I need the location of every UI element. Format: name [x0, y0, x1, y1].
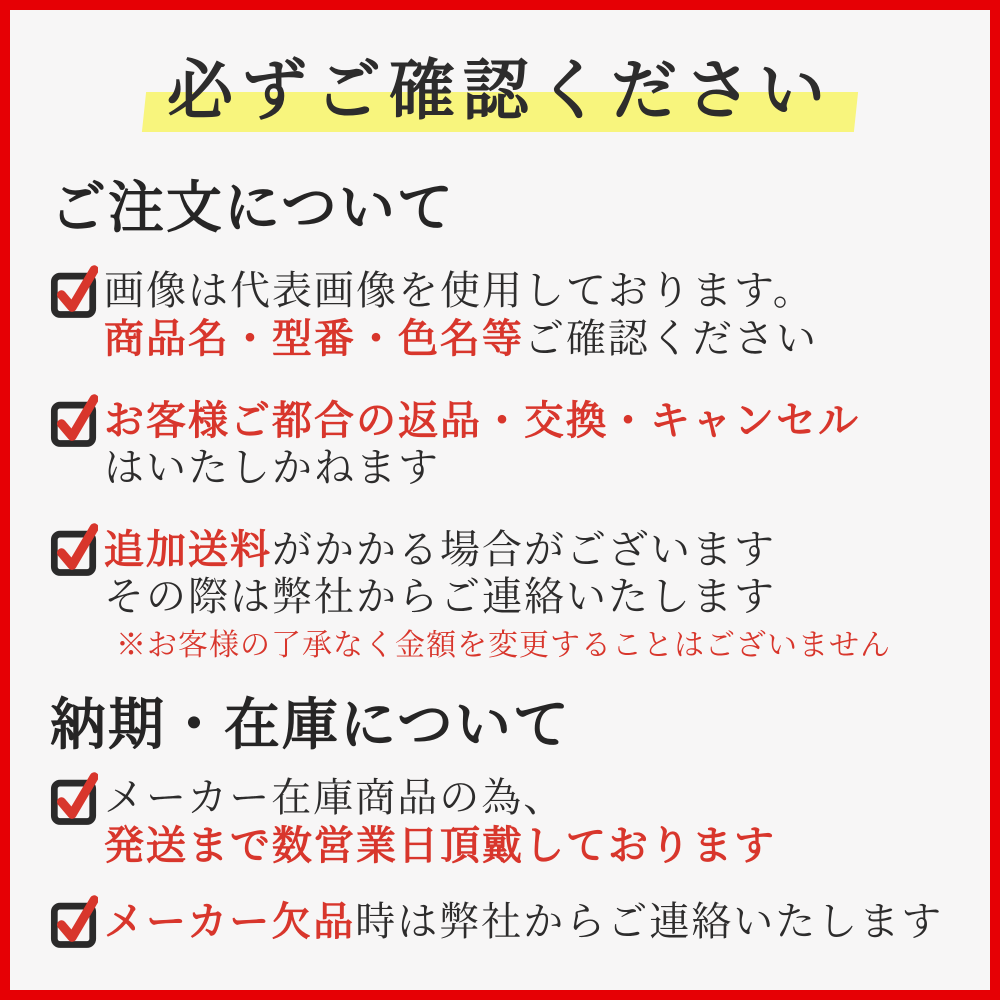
list-item-returns [50, 397, 950, 492]
item-line [104, 397, 860, 445]
item-text-segment-red: 追加送料 [104, 526, 272, 573]
item-text [104, 898, 943, 946]
item-text-segment-red: メーカー欠品 [104, 898, 356, 945]
item-text-segment: その際は弊社からご連絡いたします [104, 574, 776, 620]
list-item-representative-image [50, 268, 950, 363]
item-text [104, 268, 818, 363]
item-line [104, 574, 891, 621]
item-text [104, 775, 776, 870]
item-line [104, 822, 776, 870]
list-item-maker-stock [50, 775, 950, 870]
item-text [104, 397, 860, 492]
section-delivery-heading: 納期・在庫について [50, 692, 571, 758]
item-line [104, 775, 776, 822]
item-line [104, 445, 860, 492]
page-title-text: 必ずご確認ください [167, 51, 833, 129]
item-text-segment: ご確認ください [524, 316, 818, 362]
item-text-segment: がかかる場合がございます [272, 527, 776, 573]
item-text [104, 526, 891, 663]
section-delivery [50, 693, 950, 949]
item-text-segment-red: 商品名・型番・色名等 [104, 315, 524, 362]
item-line [104, 268, 818, 315]
list-item-extra-shipping [50, 526, 950, 663]
checkbox-icon [50, 770, 98, 826]
checkbox-icon [50, 893, 98, 949]
section-order [50, 176, 950, 663]
item-footnote: ※お客様の了承なく金額を変更することはございません [116, 628, 891, 663]
section-order-heading: ご注文について [50, 175, 455, 241]
list-item-maker-shortage [50, 898, 950, 949]
item-line [104, 898, 943, 946]
item-text-segment-red: 発送まで数営業日頂戴しております [104, 822, 776, 869]
item-line [104, 526, 891, 574]
checkbox-icon [50, 521, 98, 577]
checkbox-icon [50, 392, 98, 448]
item-line [104, 315, 818, 363]
item-text-segment: 時は弊社からご連絡いたします [355, 899, 944, 945]
item-text-segment: メーカー在庫商品の為、 [104, 775, 566, 821]
checkbox-icon [50, 263, 98, 319]
page-title [50, 48, 950, 132]
item-text-segment-red: お客様ご都合の返品・交換・キャンセル [104, 397, 860, 444]
item-text-segment: 画像は代表画像を使用しております。 [104, 268, 815, 314]
item-text-segment: はいたしかねます [104, 445, 440, 491]
